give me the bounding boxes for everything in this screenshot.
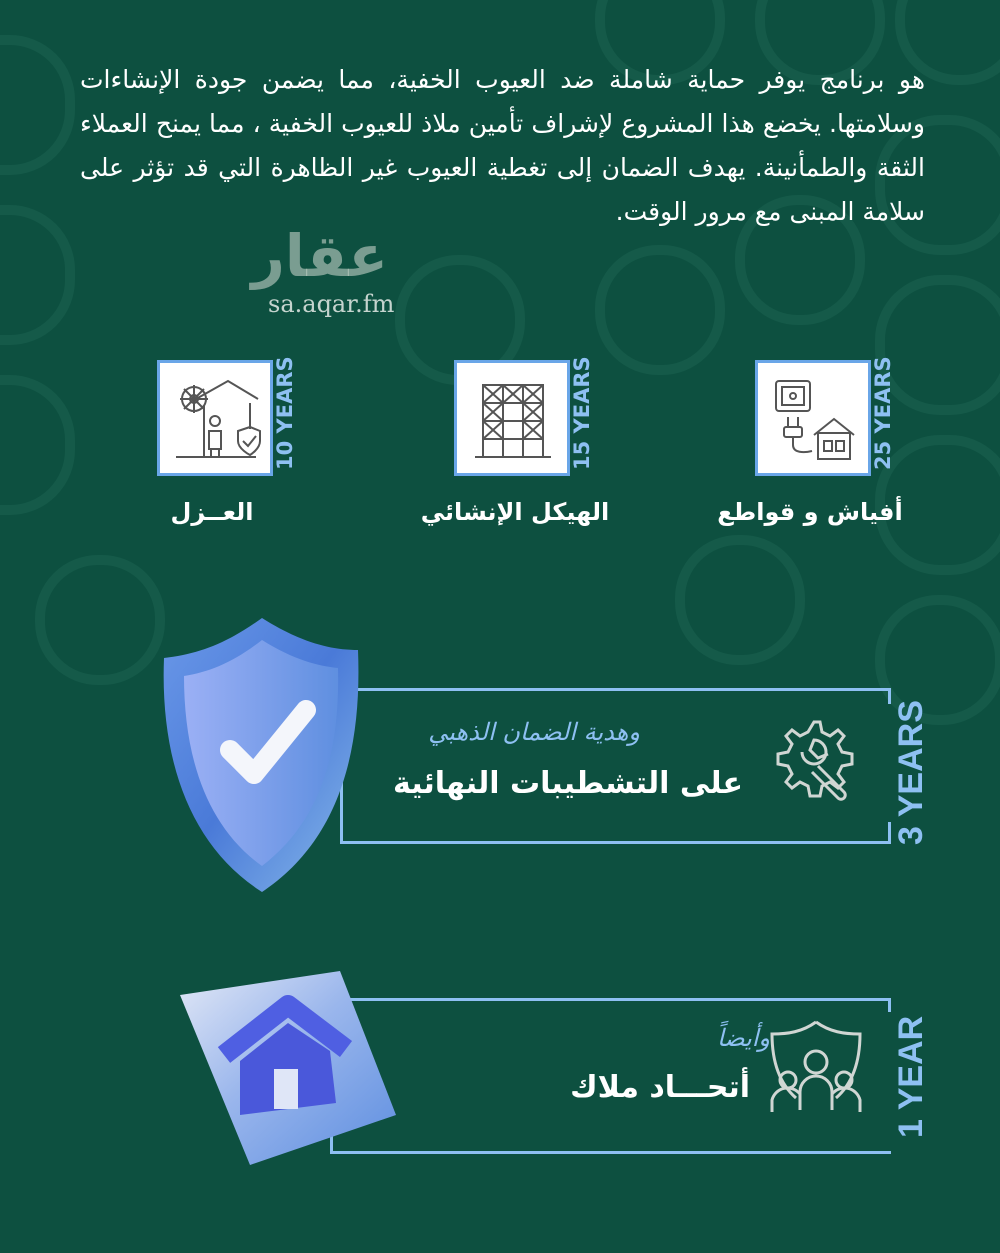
years-text-10: 10 YEARS xyxy=(273,356,297,470)
structure-caption: الهيكل الإنشائي xyxy=(420,498,610,526)
years-text-15: 15 YEARS xyxy=(570,356,594,470)
insulation-house-icon xyxy=(166,369,264,467)
sockets-caption: أفياش و قواطع xyxy=(717,498,903,526)
intro-paragraph: هو برنامج يوفر حماية شاملة ضد العيوب الخفية، مما يضمن جودة الإنشاءات وسلامتها. يخضع هذا المشروع لإشراف تأمين ملاذ للعيوب الخفية ، مما يمنح العملاء الثقة والطمأنينة. يهدف الضمان إلى تغطية العيوب غير الظاهرة التي قد تؤثر على سلامة المبنى مع مرور الوقت. xyxy=(80,65,925,226)
insulation-caption: العــزل xyxy=(170,498,254,526)
union-script-line: وأيضاً xyxy=(716,1024,770,1052)
union-bold-line: أتحـــاد ملاك xyxy=(570,1070,750,1105)
watermark-url: sa.aqar.fm xyxy=(268,290,395,318)
sockets-card xyxy=(755,360,871,476)
years-label-25 xyxy=(871,356,903,472)
community-group-icon xyxy=(766,1018,866,1118)
insulation-card xyxy=(157,360,273,476)
house-tile-icon xyxy=(160,965,410,1175)
aqar-watermark xyxy=(228,222,394,318)
union-frame-right-top xyxy=(888,998,891,1012)
gear-wrench-icon xyxy=(766,714,862,810)
finishing-bold-line: على التشطيبات النهائية xyxy=(393,766,743,801)
union-years: 1 YEAR xyxy=(892,1015,930,1138)
socket-plug-house-icon xyxy=(764,369,862,467)
shield-check-icon xyxy=(150,610,370,900)
years-label-15 xyxy=(570,356,602,472)
finishing-frame-right-top xyxy=(888,688,891,704)
scaffold-structure-icon xyxy=(463,369,561,467)
finishing-script-line: وهدية الضمان الذهبي xyxy=(428,718,640,746)
years-text-25: 25 YEARS xyxy=(871,356,895,470)
finishing-years: 3 YEARS xyxy=(892,700,930,845)
watermark-arabic: عقار xyxy=(251,222,388,290)
structure-card xyxy=(454,360,570,476)
years-label-10 xyxy=(273,356,305,472)
finishing-frame-right-bottom xyxy=(888,822,891,841)
